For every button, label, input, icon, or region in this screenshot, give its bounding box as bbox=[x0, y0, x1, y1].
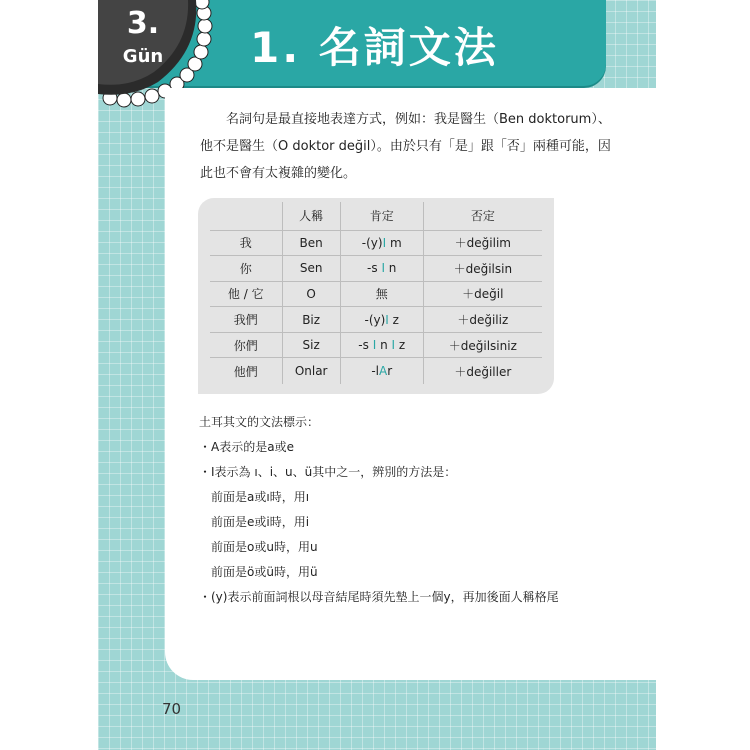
table-row bbox=[210, 230, 542, 256]
notes-heading: 土耳其文的文法標示： bbox=[199, 415, 320, 429]
note-item: ・I表示為 ı、i、u、ü其中之一，辨別的方法是： bbox=[199, 465, 457, 479]
row-positive bbox=[340, 256, 423, 282]
table-row bbox=[210, 332, 542, 358]
suffix-highlight: I bbox=[381, 261, 385, 276]
row-positive bbox=[340, 332, 423, 358]
table-header-row bbox=[210, 202, 542, 230]
grammar-table bbox=[210, 202, 542, 384]
row-pronoun: Sen bbox=[282, 256, 340, 282]
note-subitem: 前面是a或ı時，用ı bbox=[211, 490, 310, 504]
note-item: ・A表示的是a或e bbox=[199, 440, 294, 454]
suffix-part: r bbox=[387, 364, 393, 379]
suffix-part: z bbox=[388, 312, 399, 327]
suffix-part: n bbox=[384, 261, 397, 276]
suffix-part: z bbox=[395, 338, 406, 353]
page-number: 70 bbox=[162, 700, 182, 718]
table-row bbox=[210, 358, 542, 384]
suffix-part: -(y) bbox=[361, 235, 383, 250]
note-subitem: 前面是ö或ü時，用ü bbox=[211, 565, 318, 579]
intro-paragraph: 名詞句是最直接地表達方式，例如：我是醫生（Ben doktorum）、他不是醫生（O doktor değil）。由於只有「是」跟「否」兩種可能，因此也不會有太複雜的變化。 bbox=[200, 112, 611, 181]
note-item: ・(y)表示前面詞根以母音結尾時須先墊上一個y，再加後面人稱格尾 bbox=[199, 590, 559, 604]
row-pronoun: Biz bbox=[282, 307, 340, 333]
row-positive bbox=[340, 230, 423, 256]
content-card bbox=[165, 88, 665, 680]
row-person: 他們 bbox=[210, 358, 282, 384]
suffix-part: n bbox=[376, 338, 392, 353]
row-positive bbox=[340, 307, 423, 333]
suffix-highlight: A bbox=[378, 364, 388, 379]
day-number: 3. bbox=[126, 6, 160, 41]
table-row bbox=[210, 256, 542, 282]
suffix-part: -s bbox=[358, 338, 373, 353]
row-pronoun: Siz bbox=[282, 332, 340, 358]
suffix-part: -s bbox=[367, 261, 382, 276]
row-pronoun: Ben bbox=[282, 230, 340, 256]
page-title: 1. 名詞文法 bbox=[250, 23, 499, 72]
intro-text bbox=[200, 106, 620, 187]
row-person: 他 / 它 bbox=[210, 281, 282, 307]
note-subitem: 前面是e或i時，用i bbox=[211, 515, 310, 529]
row-negative: ＋değiliz bbox=[423, 307, 542, 333]
row-person: 你 bbox=[210, 256, 282, 282]
row-pronoun: Onlar bbox=[282, 358, 340, 384]
row-negative: ＋değiller bbox=[423, 358, 542, 384]
day-word: Gün bbox=[122, 46, 164, 67]
row-negative: ＋değilsin bbox=[423, 256, 542, 282]
row-positive bbox=[340, 281, 423, 307]
row-negative: ＋değil bbox=[423, 281, 542, 307]
grammar-notes bbox=[199, 410, 639, 610]
row-negative: ＋değilim bbox=[423, 230, 542, 256]
suffix-part: -(y) bbox=[364, 312, 386, 327]
table-header-positive: 肯定 bbox=[340, 202, 423, 230]
row-person: 我們 bbox=[210, 307, 282, 333]
suffix-highlight: I bbox=[391, 338, 396, 353]
suffix-part: -l bbox=[371, 364, 379, 379]
suffix-highlight: I bbox=[372, 338, 377, 353]
suffix-highlight: I bbox=[385, 312, 389, 327]
table-row bbox=[210, 307, 542, 333]
note-subitem: 前面是o或u時，用u bbox=[211, 540, 318, 554]
row-positive bbox=[340, 358, 423, 384]
row-negative: ＋değilsiniz bbox=[423, 332, 542, 358]
suffix-part: m bbox=[386, 235, 402, 250]
row-person: 你們 bbox=[210, 332, 282, 358]
suffix-highlight: I bbox=[382, 235, 387, 250]
table-header-person: 人稱 bbox=[282, 202, 340, 230]
row-person: 我 bbox=[210, 230, 282, 256]
grammar-table-panel bbox=[198, 198, 554, 394]
table-header-negative: 否定 bbox=[423, 202, 542, 230]
table-row bbox=[210, 281, 542, 307]
table-header-empty bbox=[210, 202, 282, 230]
suffix-part: 無 bbox=[375, 287, 388, 302]
row-pronoun: O bbox=[282, 281, 340, 307]
